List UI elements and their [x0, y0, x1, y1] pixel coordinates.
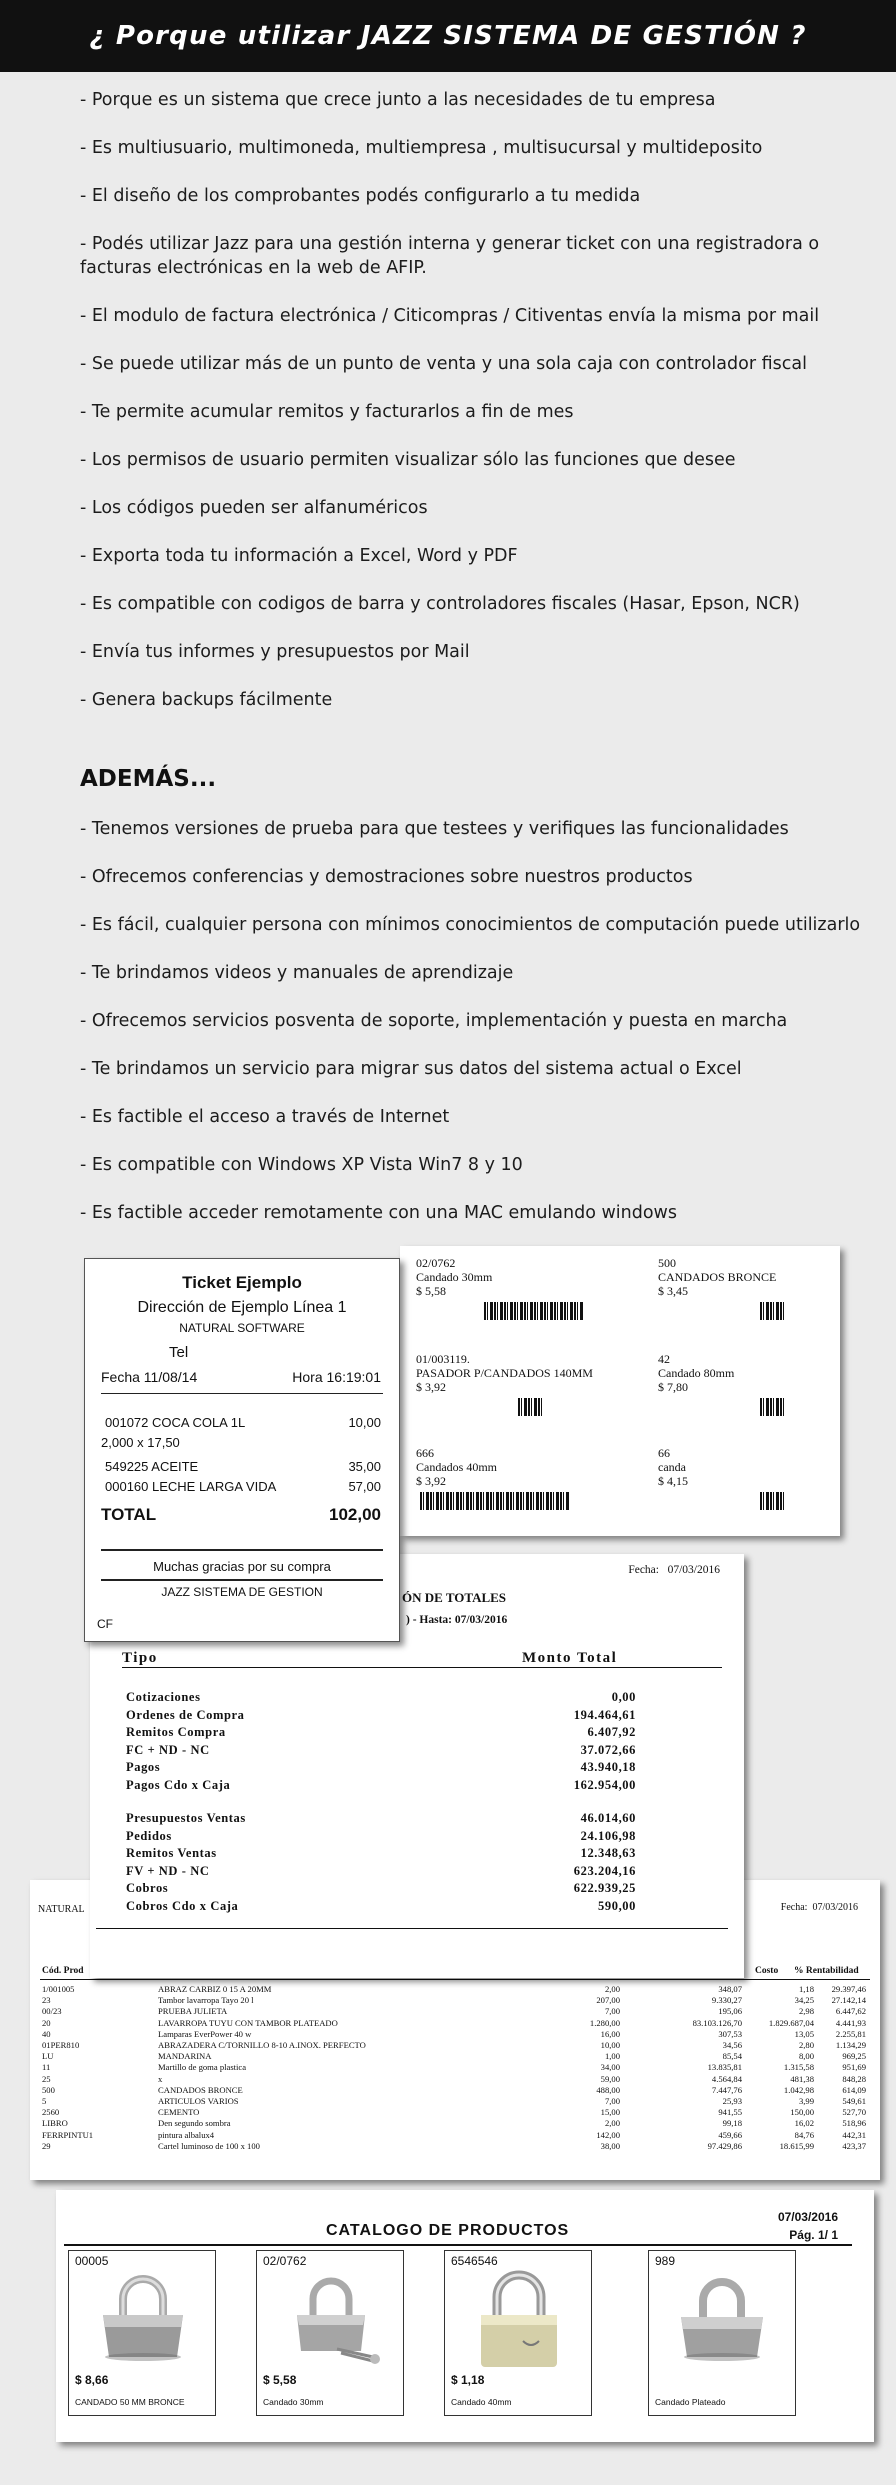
totals-row: [126, 1760, 636, 1775]
table-cell: 1.280,00: [589, 2017, 620, 2028]
col-monto: Monto Total: [522, 1650, 618, 1666]
row-label: Pagos: [126, 1760, 161, 1774]
barcode: [760, 1398, 786, 1416]
table-cell: 527,70: [842, 2107, 866, 2118]
table-cell: 1,00: [604, 2051, 620, 2062]
padlock-icon: [277, 2271, 385, 2367]
table-cell: 97.429,86: [707, 2140, 742, 2151]
card-code: 00005: [75, 2254, 109, 2268]
ticket-example: [84, 1258, 400, 1642]
table-row: [40, 1995, 866, 2006]
totals-row: [126, 1829, 636, 1844]
date-label: Fecha:: [628, 1564, 659, 1576]
table-row: [40, 2051, 866, 2062]
totals-row: [126, 1811, 636, 1826]
padlock-icon: [465, 2269, 573, 2373]
table-cell: 1,18: [798, 1984, 814, 1994]
table-cell: ABRAZADERA C/TORNILLO 8-10 A.INOX. PERFECTO: [158, 2040, 366, 2050]
totals-row: [126, 1725, 636, 1740]
table-cell: 34,56: [722, 2040, 742, 2050]
table-cell: MANDARINA: [158, 2051, 212, 2062]
table-cell: 40: [42, 2028, 51, 2039]
table-row: [40, 1984, 866, 1995]
table-cell: Lamparas EverPower 40 w: [158, 2028, 252, 2039]
totals-row: [126, 1846, 636, 1861]
label-price: $ 4,15: [658, 1474, 688, 1488]
row-value: 37.072,66: [580, 1742, 636, 1757]
row-value: 162.954,00: [573, 1777, 636, 1792]
row-value: 24.106,98: [580, 1828, 636, 1843]
list-item: - Ofrecemos conferencias y demostraciones sobre nuestros productos: [80, 867, 693, 887]
table-cell: 2,00: [604, 2118, 620, 2129]
table-cell: 1/001005: [42, 1984, 75, 1994]
report-company: NATURAL: [38, 1904, 85, 1915]
table-cell: 150,00: [790, 2107, 814, 2118]
table-cell: pintura albalux4: [158, 2129, 215, 2140]
row-label: Remitos Compra: [126, 1725, 226, 1739]
list-item: - Porque es un sistema que crece junto a las necesidades de tu empresa: [80, 90, 716, 110]
ticket-cf: CF: [97, 1617, 113, 1631]
card-name: Candado Plateado: [655, 2397, 726, 2407]
row-value: 194.464,61: [573, 1707, 636, 1722]
ticket-time: Hora 16:19:01: [292, 1369, 381, 1385]
label-desc: Candados 40mm: [416, 1460, 497, 1474]
label-cell: [416, 1256, 616, 1298]
list-item: - Es fácil, cualquier persona con mínimos conocimientos de computación puede utilizarlo: [80, 915, 861, 935]
label-cell: [658, 1352, 858, 1394]
ticket-thanks: Muchas gracias por su compra: [153, 1559, 331, 1574]
report-date: [628, 1564, 720, 1576]
totals-row: [126, 1899, 636, 1914]
list-item: - Los permisos de usuario permiten visualizar sólo las funciones que desee: [80, 450, 736, 470]
table-cell: x: [158, 2073, 163, 2084]
row-value: 43.940,18: [580, 1760, 636, 1774]
list-item: - Es multiusuario, multimoneda, multiempresa , multisucursal y multideposito: [80, 138, 763, 158]
table-cell: 3,99: [798, 2096, 814, 2106]
card-name: Candado 30mm: [263, 2397, 324, 2407]
list-item: - Es factible acceder remotamente con una MAC emulando windows: [80, 1203, 677, 1223]
row-label: FC + ND - NC: [126, 1742, 210, 1757]
table-cell: LIBRO: [42, 2118, 68, 2129]
ticket-row: [101, 1435, 381, 1450]
barcode: [760, 1302, 786, 1320]
table-cell: 29: [42, 2140, 51, 2151]
table-cell: Martillo de goma plastica: [158, 2062, 247, 2073]
table-cell: 459,66: [718, 2129, 742, 2140]
ticket-title: Ticket Ejemplo: [182, 1273, 302, 1292]
table-row: [40, 2096, 866, 2107]
row-value: 590,00: [598, 1898, 636, 1913]
label-price: $ 3,92: [416, 1474, 446, 1488]
table-cell: 8,00: [798, 2051, 814, 2062]
row-desc: 000160 LECHE LARGA VIDA: [105, 1479, 277, 1494]
total-value: 102,00: [329, 1505, 381, 1524]
table-cell: 500: [42, 2084, 55, 2095]
catalog-card: [68, 2250, 216, 2416]
table-cell: 307,53: [718, 2028, 742, 2039]
col-costo: Costo: [755, 1966, 779, 1976]
card-name: Candado 40mm: [451, 2397, 512, 2407]
report-range: ) - Hasta: 07/03/2016: [406, 1614, 508, 1626]
table-cell: 10,00: [600, 2040, 620, 2050]
catalog-page: Pág. 1/ 1: [789, 2228, 838, 2242]
label-code: 02/0762: [416, 1256, 456, 1270]
table-cell: 518,96: [842, 2118, 866, 2129]
list-item: - Se puede utilizar más de un punto de venta y una sola caja con controlador fiscal: [80, 354, 807, 374]
table-cell: Cartel luminoso de 100 x 100: [158, 2140, 260, 2151]
table-cell: Den segundo sombra: [158, 2118, 231, 2129]
label-code: 66: [658, 1446, 670, 1460]
row-label: Pedidos: [126, 1828, 172, 1843]
label-cell: [416, 1352, 616, 1394]
table-row: [40, 2141, 866, 2152]
table-row: [40, 2006, 866, 2017]
row-desc: 2,000 x 17,50: [101, 1435, 180, 1450]
barcode: [518, 1398, 544, 1416]
table-row: [40, 2074, 866, 2085]
totals-row: [126, 1708, 636, 1723]
table-cell: ABRAZ CARBIZ 0 15 A 20MM: [158, 1984, 272, 1994]
table-cell: 614,09: [842, 2084, 866, 2095]
row-label: Cotizaciones: [126, 1690, 201, 1704]
ticket-tel: Tel: [169, 1344, 189, 1361]
table-row: [40, 2085, 866, 2096]
table-row: [40, 2062, 866, 2073]
product-catalog: [56, 2190, 874, 2442]
divider: [64, 2244, 852, 2246]
col-rentabilidad: % Rentabilidad: [794, 1966, 859, 1976]
table-cell: 7,00: [604, 2006, 620, 2017]
row-label: Ordenes de Compra: [126, 1707, 245, 1722]
table-row: [40, 2029, 866, 2040]
table-cell: 481,38: [790, 2073, 814, 2084]
row-label: Pagos Cdo x Caja: [126, 1777, 231, 1792]
table-cell: 23: [42, 1995, 51, 2006]
table-cell: 9.330,27: [711, 1995, 742, 2006]
card-price: $ 5,58: [263, 2373, 297, 2387]
label-desc: Candado 80mm: [658, 1366, 735, 1380]
totals-row: [126, 1881, 636, 1896]
ticket-row: [105, 1479, 381, 1494]
table-cell: LAVARROPA TUYU CON TAMBOR PLATEADO: [158, 2017, 338, 2028]
date-value: 07/03/2016: [667, 1564, 720, 1576]
table-cell: 2,80: [798, 2040, 814, 2050]
col-cod: Cód. Prod: [42, 1966, 84, 1976]
divider: [101, 1549, 383, 1551]
table-cell: 38,00: [600, 2140, 620, 2151]
row-label: Presupuestos Ventas: [126, 1811, 246, 1825]
card-code: 989: [655, 2254, 676, 2268]
table-cell: 01PER810: [42, 2040, 80, 2050]
list-item: - Es compatible con Windows XP Vista Win7 8 y 10: [80, 1155, 523, 1175]
table-cell: 16,02: [794, 2118, 814, 2129]
totals-row: [126, 1690, 636, 1705]
total-label: TOTAL: [101, 1505, 157, 1524]
catalog-card: [648, 2250, 796, 2416]
table-cell: CEMENTO: [158, 2107, 200, 2118]
table-cell: 83.103.126,70: [692, 2017, 742, 2028]
label-code: 01/003119.: [416, 1352, 470, 1366]
table-cell: 4.564,84: [711, 2073, 742, 2084]
label-code: 666: [416, 1446, 434, 1460]
table-cell: 142,00: [596, 2129, 620, 2140]
label-price: $ 7,80: [658, 1380, 688, 1394]
list-item: - El modulo de factura electrónica / Citicompras / Citiventas envía la misma por mail: [80, 306, 820, 326]
padlock-icon: [89, 2271, 197, 2367]
table-cell: 6.447,62: [835, 2006, 866, 2017]
table-cell: 27.142,14: [831, 1995, 866, 2006]
table-cell: 549,61: [842, 2096, 866, 2106]
totals-row: [126, 1743, 636, 1758]
table-cell: LU: [42, 2051, 54, 2062]
barcode-labels-panel: [400, 1246, 840, 1536]
table-cell: 4.441,93: [835, 2017, 866, 2028]
list-item: - Es compatible con codigos de barra y controladores fiscales (Hasar, Epson, NCR): [80, 594, 800, 614]
catalog-card: [444, 2250, 592, 2416]
report-title: ÓN DE TOTALES: [402, 1590, 507, 1605]
table-cell: 25: [42, 2073, 51, 2084]
table-row: [40, 2130, 866, 2141]
row-label: Remitos Ventas: [126, 1846, 217, 1860]
table-cell: 2,98: [798, 2006, 814, 2017]
table-cell: 1.829.687,04: [768, 2017, 814, 2028]
table-cell: 15,00: [600, 2107, 620, 2118]
label-desc: PASADOR P/CANDADOS 140MM: [416, 1366, 593, 1380]
list-item: - Envía tus informes y presupuestos por Mail: [80, 642, 470, 662]
barcode: [420, 1492, 570, 1510]
table-cell: 207,00: [596, 1995, 620, 2006]
table-cell: 2560: [42, 2107, 60, 2118]
list-item: - Tenemos versiones de prueba para que testees y verifiques las funcionalidades: [80, 819, 789, 839]
barcode: [760, 1492, 786, 1510]
totals-row: [126, 1864, 636, 1879]
label-desc: canda: [658, 1460, 686, 1474]
catalog-title: CATALOGO DE PRODUCTOS: [326, 2222, 570, 2239]
label-price: $ 5,58: [416, 1284, 446, 1298]
report-date: [781, 1902, 858, 1913]
ticket-date: Fecha 11/08/14: [101, 1369, 198, 1385]
table-cell: 488,00: [596, 2084, 620, 2095]
card-price: $ 1,18: [451, 2373, 485, 2387]
list-item: - Te permite acumular remitos y facturarlos a fin de mes: [80, 402, 574, 422]
card-name: CANDADO 50 MM BRONCE: [75, 2397, 185, 2407]
label-price: $ 3,45: [658, 1284, 688, 1298]
list-item: - Es factible el acceso a través de Internet: [80, 1107, 450, 1127]
table-cell: 16,00: [600, 2028, 620, 2039]
list-item: - Te brindamos un servicio para migrar sus datos del sistema actual o Excel: [80, 1059, 742, 1079]
row-value: 46.014,60: [580, 1811, 636, 1825]
header-bar: [0, 0, 896, 72]
table-cell: 941,55: [718, 2107, 742, 2118]
list-item: - Ofrecemos servicios posventa de soporte, implementación y puesta en marcha: [80, 1011, 788, 1031]
table-row: [40, 2118, 866, 2129]
row-label: Cobros: [126, 1881, 169, 1895]
table-cell: 59,00: [600, 2073, 620, 2084]
ticket-address: Dirección de Ejemplo Línea 1: [137, 1299, 347, 1316]
ademas-heading: ADEMÁS...: [80, 766, 217, 792]
table-cell: 34,00: [600, 2062, 620, 2073]
table-cell: 00/23: [42, 2006, 62, 2017]
table-cell: 1.134,29: [835, 2040, 866, 2050]
table-cell: PRUEBA JULIETA: [158, 2006, 228, 2017]
card-code: 02/0762: [263, 2254, 307, 2268]
table-cell: 2,00: [604, 1984, 620, 1994]
table-header: [122, 1650, 722, 1668]
table-cell: 13,05: [794, 2028, 814, 2039]
card-price: $ 8,66: [75, 2373, 109, 2387]
table-cell: 34,25: [794, 1995, 814, 2006]
table-cell: 1.315,58: [783, 2062, 814, 2073]
row-value: 12.348,63: [580, 1846, 636, 1860]
label-cell: [416, 1446, 616, 1488]
table-cell: ARTICULOS VARIOS: [158, 2096, 239, 2106]
divider: [101, 1579, 383, 1581]
list-item: - Exporta toda tu información a Excel, Word y PDF: [80, 546, 518, 566]
table-cell: FERRPINTU1: [42, 2129, 94, 2140]
list-item: - Podés utilizar Jazz para una gestión interna y generar ticket con una registradora o facturas electrónicas en la web de AFIP.: [80, 234, 820, 278]
table-cell: 1.042,98: [783, 2084, 814, 2095]
table-cell: 442,31: [842, 2129, 866, 2140]
barcode: [484, 1302, 584, 1320]
table-cell: CANDADOS BRONCE: [158, 2084, 243, 2095]
table-cell: 11: [42, 2062, 51, 2073]
table-cell: 25,93: [722, 2096, 742, 2106]
row-label: Cobros Cdo x Caja: [126, 1898, 239, 1913]
page-title: ¿ Porque utilizar JAZZ SISTEMA DE GESTIÓN ?: [89, 21, 807, 51]
totals-row: [126, 1778, 636, 1793]
label-cell: [658, 1256, 858, 1298]
row-label: FV + ND - NC: [126, 1863, 210, 1878]
catalog-card: [256, 2250, 404, 2416]
date-value: 07/03/2016: [812, 1902, 858, 1913]
list-item: - El diseño de los comprobantes podés configurarlo a tu medida: [80, 186, 641, 206]
row-value: 0,00: [611, 1690, 636, 1704]
row-desc: 001072 COCA COLA 1L: [105, 1415, 246, 1430]
row-desc: 549225 ACEITE: [105, 1459, 199, 1474]
table-cell: 13.835,81: [707, 2062, 742, 2073]
table-cell: 99,18: [722, 2118, 742, 2129]
list-item: - Te brindamos videos y manuales de aprendizaje: [80, 963, 514, 983]
ticket-row: [105, 1459, 381, 1474]
row-value: 622.939,25: [573, 1881, 636, 1895]
table-cell: 195,06: [718, 2006, 742, 2017]
label-price: $ 3,92: [416, 1380, 446, 1394]
padlock-icon: [667, 2273, 777, 2369]
col-tipo: Tipo: [122, 1650, 158, 1666]
reasons-list: [80, 88, 870, 736]
table-cell: 84,76: [794, 2129, 814, 2140]
table-cell: 7,00: [604, 2096, 620, 2106]
label-desc: Candado 30mm: [416, 1270, 493, 1284]
ticket-system: JAZZ SISTEMA DE GESTION: [161, 1585, 323, 1599]
row-amount: 57,00: [348, 1479, 381, 1494]
table-cell: 951,69: [842, 2062, 866, 2073]
label-code: 42: [658, 1352, 670, 1366]
table-cell: 29.397,46: [831, 1984, 866, 1994]
table-cell: 20: [42, 2017, 51, 2028]
table-cell: 969,25: [842, 2051, 866, 2062]
row-value: 623.204,16: [573, 1863, 636, 1878]
table-cell: 5: [42, 2096, 47, 2106]
list-item: - Los códigos pueden ser alfanuméricos: [80, 498, 428, 518]
table-cell: 7.447,76: [711, 2084, 742, 2095]
table-cell: 848,28: [842, 2073, 866, 2084]
label-desc: CANDADOS BRONCE: [658, 1270, 777, 1284]
card-code: 6546546: [451, 2254, 498, 2268]
table-cell: 423,37: [842, 2140, 866, 2151]
table-cell: 348,07: [718, 1984, 742, 1994]
table-cell: 85,54: [722, 2051, 742, 2062]
table-cell: Tambor lavarropa Tayo 20 l: [158, 1995, 254, 2006]
table-row: [40, 2018, 866, 2029]
divider: [101, 1393, 383, 1394]
ticket-row: [105, 1415, 381, 1430]
label-cell: [658, 1446, 858, 1488]
ticket-brand: NATURAL SOFTWARE: [179, 1321, 305, 1335]
catalog-date: 07/03/2016: [777, 2210, 838, 2224]
row-amount: 35,00: [348, 1459, 381, 1474]
list-item: - Genera backups fácilmente: [80, 690, 333, 710]
table-cell: 18.615,99: [779, 2140, 814, 2151]
table-row: [40, 2107, 866, 2118]
footer-rule: [96, 1928, 728, 1929]
row-amount: 10,00: [348, 1415, 381, 1430]
row-value: 6.407,92: [587, 1725, 636, 1739]
table-cell: 2.255,81: [835, 2028, 866, 2039]
label-code: 500: [658, 1256, 676, 1270]
table-row: [40, 2040, 866, 2051]
date-label: Fecha:: [780, 1902, 808, 1913]
ticket-total: [101, 1505, 381, 1525]
ademas-list: [80, 817, 870, 1249]
